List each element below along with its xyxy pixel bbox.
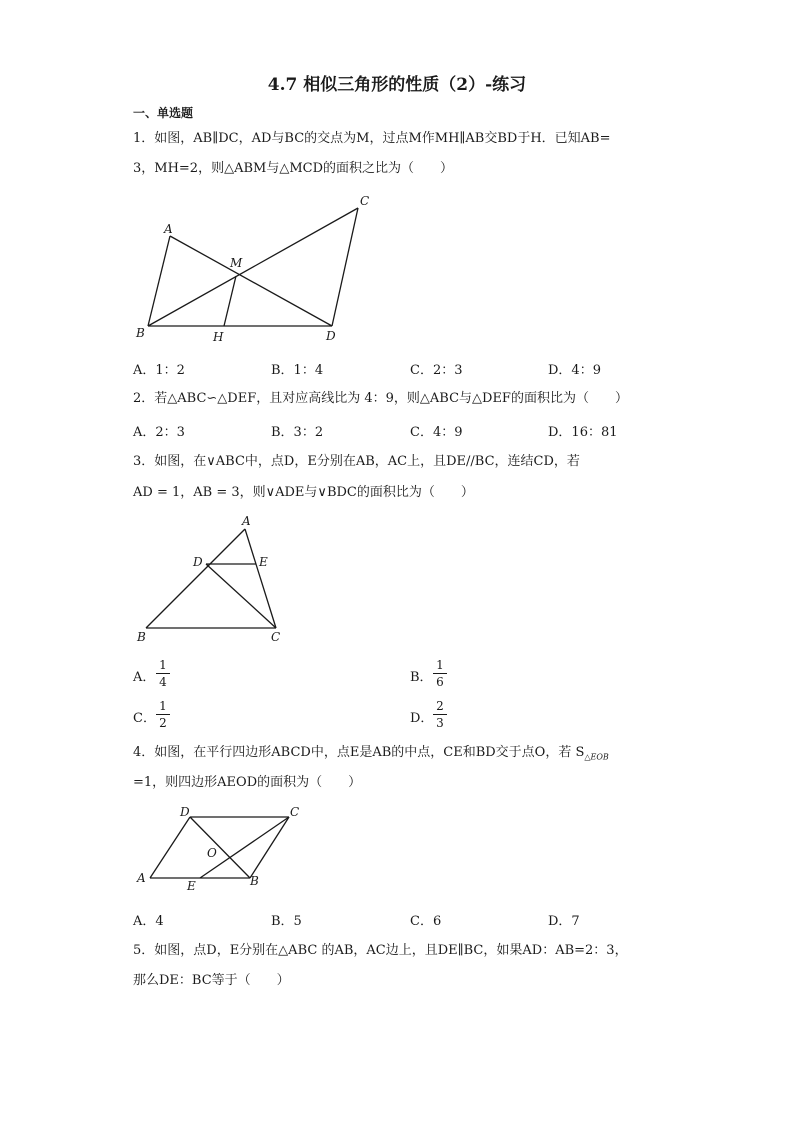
q2-text: 2．若△ABC∽△DEF，且对应高线比为 4：9，则△ABC与△DEF的面积比为（ ） [133,391,628,406]
q2-option-a: A．2：3 [133,425,185,440]
q5-text-line2: 那么DE：BC等于（ ） [133,973,290,988]
q4-subscript: △EOB [584,752,609,762]
section-heading: 一、单选题 [133,106,194,120]
q1-label-h: H [213,330,224,344]
q3-text-line1: 3．如图，在∨ABC中，点D，E分别在AB，AC上，且DE//BC，连结CD，若 [133,454,580,469]
q3-label-e: E [259,555,268,569]
q3-option-c-prefix: C． [133,711,156,726]
q1-option-a: A．1：2 [133,363,185,378]
q3-label-c: C [271,630,281,644]
q1-label-d: D [326,329,336,343]
q4-label-c: C [290,805,300,819]
q4-text-line2: =1，则四边形AEOD的面积为（ ） [133,775,362,790]
q1-option-d: D．4：9 [548,363,601,378]
q3-label-b: B [137,630,146,644]
q3-label-a: A [242,514,251,528]
q1-text-line1: 1．如图，AB∥DC，AD与BC的交点为M，过点M作MH∥AB交BD于H．已知AB= [133,131,611,146]
q3-option-d-fraction: 2 3 [433,699,447,730]
q3-text-line2: AD = 1，AB = 3，则∨ADE与∨BDC的面积比为（ ） [133,485,474,500]
q3-option-c-fraction: 1 2 [156,699,170,730]
q4-label-e: E [187,879,196,893]
q5-text-line1: 5．如图，点D，E分别在△ABC 的AB，AC边上，且DE∥BC，如果AD：AB=2：3， [133,943,628,958]
q3-label-d: D [193,555,203,569]
q4-option-b: B．5 [271,914,302,929]
q3-option-b-fraction: 1 6 [433,658,447,689]
q4-segment-ad [150,817,190,878]
q1-text-line2: 3，MH=2，则△ABM与△MCD的面积之比为（ ） [133,161,454,176]
q3-option-b-prefix: B． [410,670,433,685]
q1-label-m: M [230,256,243,270]
q1-label-b: B [136,326,145,340]
q4-segment-bc [250,817,289,878]
q4-option-a: A．4 [133,914,164,929]
q2-option-c: C．4：9 [410,425,463,440]
q4-segment-bd [190,817,250,878]
q1-label-a: A [164,222,173,236]
q3-option-a-prefix: A． [133,670,156,685]
q3-option-a-fraction: 1 4 [156,658,170,689]
q3-option-d-prefix: D． [410,711,434,726]
q2-option-b: B．3：2 [271,425,324,440]
q4-option-c: C．6 [410,914,442,929]
q4-label-b: B [250,874,259,888]
q4-label-d: D [180,805,190,819]
page-title: 4.7 相似三角形的性质（2）-练习 [267,75,527,95]
q4-text-line1: 4．如图，在平行四边形ABCD中，点E是AB的中点，CE和BD交于点O，若 $S_{\triangle EOB}$ [133,745,609,762]
q2-option-d: D．16：81 [548,425,618,440]
q4-label-a: A [137,871,146,885]
q4-label-o: O [207,846,217,860]
q1-option-b: B．1：4 [271,363,324,378]
q1-label-c: C [360,194,370,208]
q1-option-c: C．2：3 [410,363,463,378]
q4-option-d: D．7 [548,914,580,929]
